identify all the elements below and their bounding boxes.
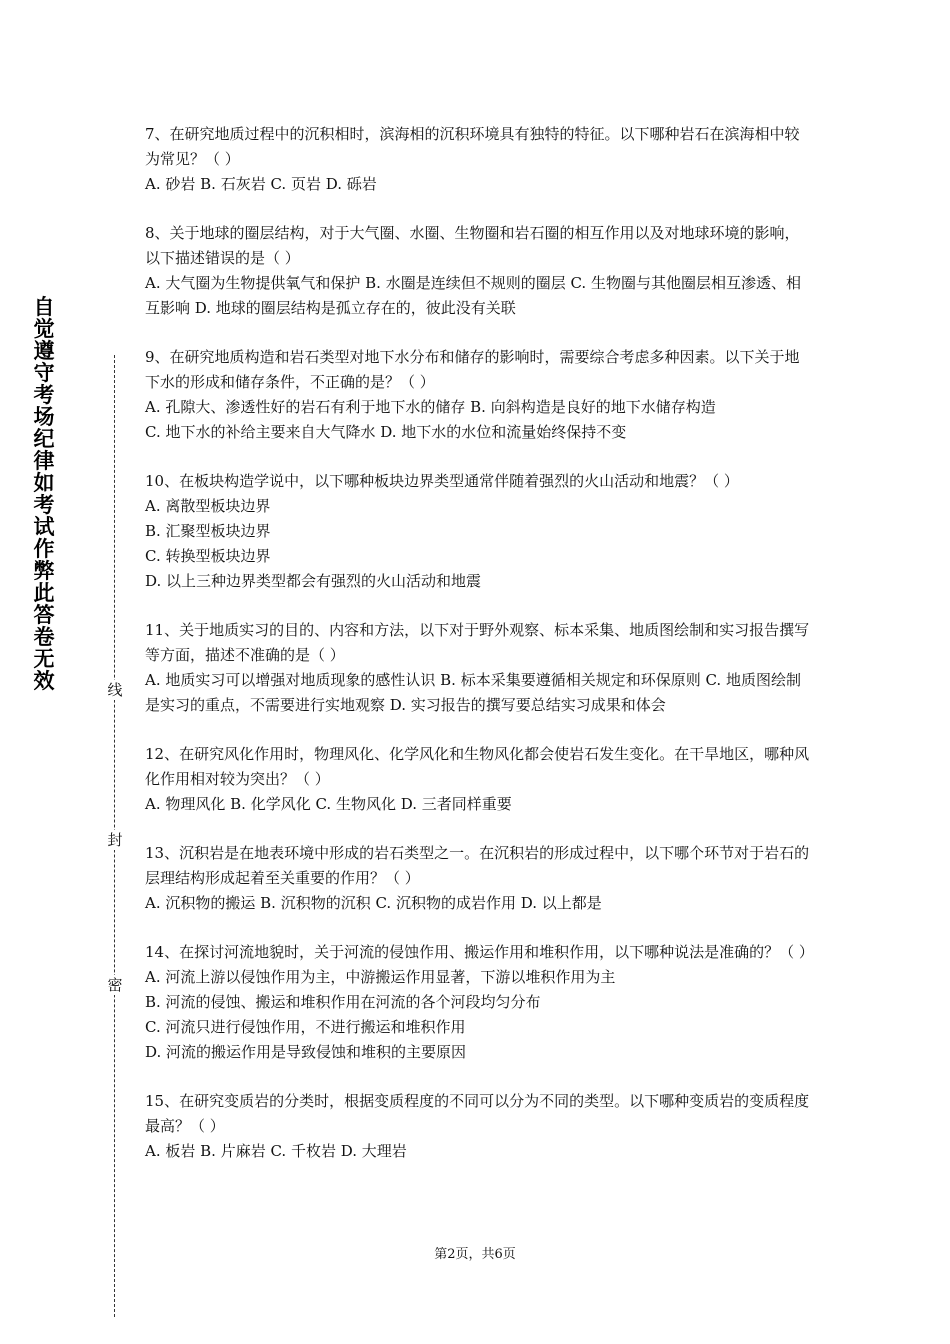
option-b: B. 汇聚型板块边界 — [145, 522, 271, 540]
page-number: 第2页，共6页 — [434, 1247, 516, 1262]
question-14 — [145, 940, 814, 1065]
question-9 — [145, 345, 810, 445]
question-options: A. 砂岩 B. 石灰岩 C. 页岩 D. 砾岩 — [145, 175, 377, 193]
question-stem: 10、在板块构造学说中，以下哪种板块边界类型通常伴随着强烈的火山活动和地震？（ ） — [145, 472, 739, 490]
question-stem: 12、在研究风化作用时，物理风化、化学风化和生物风化都会使岩石发生变化。在干旱地区，哪种风化作用相对较为突出？（ ） — [145, 745, 810, 788]
option-line: A. 孔隙大、渗透性好的岩石有利于地下水的储存 B. 向斜构造是良好的地下水储存构造 — [145, 398, 716, 416]
question-13 — [145, 841, 810, 916]
option-c: C. 河流只进行侵蚀作用，不进行搬运和堆积作用 — [145, 1018, 466, 1036]
question-8 — [145, 221, 810, 321]
option-a: A. 河流上游以侵蚀作用为主，中游搬运作用显著，下游以堆积作用为主 — [145, 968, 616, 986]
question-stem: 15、在研究变质岩的分类时，根据变质程度的不同可以分为不同的类型。以下哪种变质岩的变质程度最高？（ ） — [145, 1092, 810, 1135]
seal-label-seal: 封 — [107, 831, 123, 849]
question-stem: 8、关于地球的圈层结构，对于大气圈、水圈、生物圈和岩石圈的相互作用以及对地球环境的影响，以下描述错误的是（ ） — [145, 224, 800, 267]
option-c: C. 转换型板块边界 — [145, 547, 271, 565]
option-b: B. 河流的侵蚀、搬运和堆积作用在河流的各个河段均匀分布 — [145, 993, 541, 1011]
question-stem: 7、在研究地质过程中的沉积相时，滨海相的沉积环境具有独特的特征。以下哪种岩石在滨海相中较为常见？（ ） — [145, 125, 800, 168]
question-7 — [145, 122, 810, 197]
question-stem: 13、沉积岩是在地表环境中形成的岩石类型之一。在沉积岩的形成过程中，以下哪个环节对于岩石的层理结构形成起着至关重要的作用？（ ） — [145, 844, 810, 887]
side-warning: 自觉遵守考场纪律如考试作弊此答卷无效 — [33, 295, 55, 693]
option-a: A. 离散型板块边界 — [145, 497, 271, 515]
question-stem: 14、在探讨河流地貌时，关于河流的侵蚀作用、搬运作用和堆积作用，以下哪种说法是准确的？（ ） — [145, 943, 814, 961]
question-options: A. 大气圈为生物提供氧气和保护 B. 水圈是连续但不规则的圈层 C. 生物圈与其他圈层相互渗透、相互影响 D. 地球的圈层结构是孤立存在的，彼此没有关联 — [145, 274, 801, 317]
question-stem: 11、关于地质实习的目的、内容和方法，以下对于野外观察、标本采集、地质图绘制和实习报告撰写等方面，描述不准确的是（ ） — [145, 621, 810, 664]
seal-label-line: 线 — [107, 681, 123, 699]
question-options: A. 地质实习可以增强对地质现象的感性认识 B. 标本采集要遵循相关规定和环保原则 C. 地质图绘制是实习的重点，不需要进行实地观察 D. 实习报告的撰写要总结实习成果和体会 — [145, 671, 801, 714]
question-15 — [145, 1089, 810, 1164]
question-12 — [145, 742, 810, 817]
question-10 — [145, 469, 810, 594]
seal-label-secret: 密 — [107, 976, 123, 994]
option-line: C. 地下水的补给主要来自大气降水 D. 地下水的水位和流量始终保持不变 — [145, 423, 627, 441]
option-d: D. 以上三种边界类型都会有强烈的火山活动和地震 — [145, 572, 482, 590]
question-11 — [145, 618, 810, 718]
question-stem: 9、在研究地质构造和岩石类型对地下水分布和储存的影响时，需要综合考虑多种因素。以下关于地下水的形成和储存条件，不正确的是？（ ） — [145, 348, 800, 391]
question-options: A. 板岩 B. 片麻岩 C. 千枚岩 D. 大理岩 — [145, 1142, 407, 1160]
option-d: D. 河流的搬运作用是导致侵蚀和堆积的主要原因 — [145, 1043, 467, 1061]
question-list — [145, 122, 814, 1188]
question-options: A. 沉积物的搬运 B. 沉积物的沉积 C. 沉积物的成岩作用 D. 以上都是 — [145, 894, 602, 912]
question-options: A. 物理风化 B. 化学风化 C. 生物风化 D. 三者同样重要 — [145, 795, 512, 813]
